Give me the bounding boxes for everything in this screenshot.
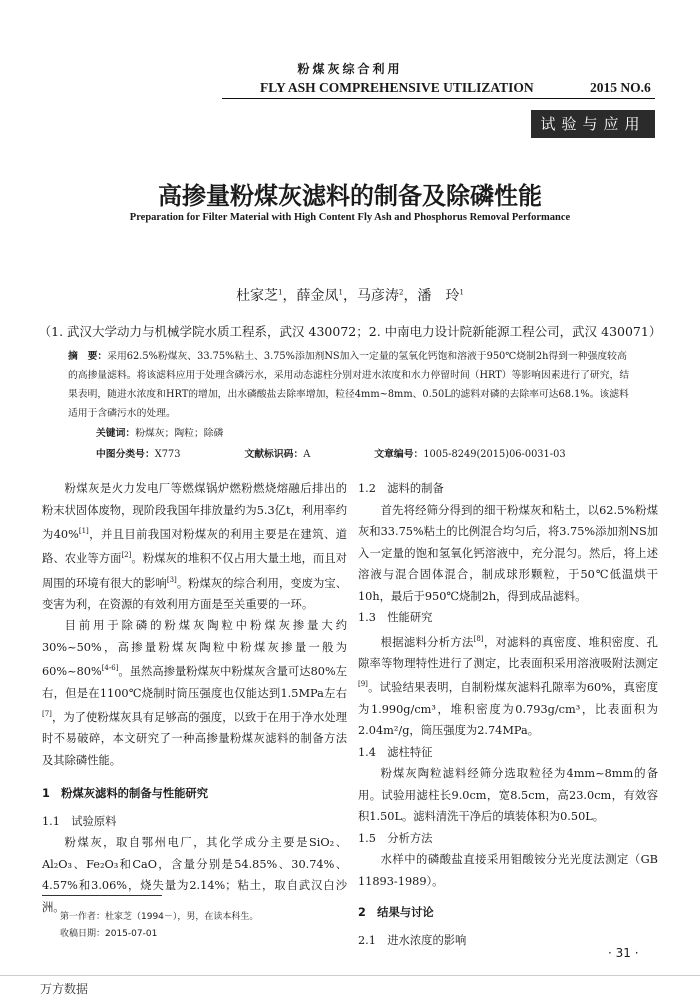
right-column <box>358 478 658 951</box>
body-paragraph: 水样中的磷酸盐直接采用钼酸铵分光光度法测定（GB 11893-1989）。 <box>358 853 658 888</box>
journal-title-cn: 粉煤灰综合利用 <box>297 62 403 76</box>
abstract <box>68 347 630 423</box>
body-paragraph: 粉煤灰，取自鄂州电厂，其化学成分主要是SiO₂、Al₂O₃、Fe₂O₃和CaO，含量分别是54.85%、30.74%、4.57%和3.06%，烧失量为2.14%；粘土，取自武汉白沙洲。 <box>42 836 347 914</box>
page-number: · 31 · <box>608 946 639 960</box>
author-name: 薛金凤 <box>296 288 339 304</box>
author-name: 潘 玲 <box>417 288 460 304</box>
citation: [2] <box>121 551 132 560</box>
subsection-heading: 1.3 性能研究 <box>358 611 433 624</box>
section-heading: 1 粉煤灰滤料的制备与性能研究 <box>42 787 209 801</box>
section-heading: 2 结果与讨论 <box>358 906 434 920</box>
subsection-heading: 1.4 滤柱特征 <box>358 745 433 759</box>
abstract-text: 采用62.5%粉煤灰、33.75%粘土、3.75%添加剂NS加入一定量的氢氧化钙饱和溶液于950℃烧制2h得到一种强度较高的高掺量滤料。将该滤料应用于处理含磷污水，采用动态滤柱分别对进水浓度和水力停留时间（HRT）等影响因素进行了研究，结果表明，随进水浓度和HRT的增加，出水磷酸盐去除率增加，粒径4mm~8mm、0.50L的滤料对磷的去除率可达68.1%。该滤料适用于含磷污水的处理。 <box>68 351 630 419</box>
author-affil-sup: 1 <box>338 288 343 297</box>
header-rule <box>222 98 655 99</box>
keywords-text: 粉煤灰；陶粒；除磷 <box>135 428 224 439</box>
subsection-heading: 1.5 分析方法 <box>358 831 433 845</box>
keywords-label: 关键词： <box>96 428 136 439</box>
clc-label: 中图分类号： <box>96 449 155 460</box>
subsection-heading: 2.1 进水浓度的影响 <box>358 933 467 947</box>
author-affil-sup: 2 <box>399 288 404 297</box>
citation: [4-6] <box>101 664 119 673</box>
footer-rule <box>0 975 700 976</box>
citation: [9] <box>358 680 368 689</box>
author-name: 马彦涛 <box>357 288 399 304</box>
citation: [8] <box>473 634 484 643</box>
journal-title-en: FLY ASH COMPREHENSIVE UTILIZATION <box>260 80 534 95</box>
body-paragraph: 粉煤灰是火力发电厂等燃煤锅炉燃粉燃烧熔融后排出的粉末状固体废物，现阶段我国年排放量约为5.3亿t，利用率约为40%[1]，并且目前我国对粉煤灰的利用主要是在建筑、道路、农业等方面[2]。粉煤灰的堆积不仅占用大量土地，而且对周围的环境有很大的影响[3]。粉煤灰的综合利用，变废为宝、变害为利，在资源的有效利用方面是至关重要的一环。 <box>42 482 347 611</box>
abstract-label: 摘 要： <box>68 351 108 362</box>
citation: [7] <box>42 710 52 719</box>
affiliation: （1. 武汉大学动力与机械学院水质工程系，武汉 430072；2. 中南电力设计院新能源工程公司，武汉 430071） <box>38 324 662 339</box>
clc-value: X773 <box>154 449 181 460</box>
footnote-author: 第一作者：杜家芝（1994－），男，在读本科生。 <box>60 912 259 922</box>
keywords <box>96 425 223 439</box>
watermark: 万方数据 <box>40 982 89 996</box>
subsection-heading: 1.2 滤料的制备 <box>358 482 444 495</box>
article-no-value: 1005-8249(2015)06-0031-03 <box>423 449 566 460</box>
paper-title-en: Preparation for Filter Material with High Content Fly Ash and Phosphorus Removal Performance <box>129 212 571 223</box>
paper-title-cn: 高掺量粉煤灰滤料的制备及除磷性能 <box>158 182 542 210</box>
author-list: 杜家芝$^1$，薛金凤$^1$，马彦涛$^2$，潘 玲$^1$ <box>236 288 464 304</box>
body-paragraph: 目前用于除磷的粉煤灰陶粒中粉煤灰掺量大约30%~50%，高掺量粉煤灰陶粒中粉煤灰掺量一般为60%~80%[4-6]。虽然高掺量粉煤灰中粉煤灰含量可达80%左右，但是在1100℃烧制时筒压强度也仅能达到1.5MPa左右[7]，为了使粉煤灰具有足够高的强度，以致于在用于净水处理时不易破碎，本文研究了一种高掺量粉煤灰滤料的制备方法及其除磷性能。 <box>42 619 347 767</box>
article-no-label: 文章编号： <box>374 449 424 460</box>
footnote-rule <box>42 895 162 896</box>
classification-line <box>96 446 630 460</box>
doc-code-label: 文献标识码： <box>244 449 304 460</box>
citation: [1] <box>78 527 89 535</box>
left-column <box>42 478 347 918</box>
issue-number: 2015 NO.6 <box>590 80 651 95</box>
body-paragraph: 根据滤料分析方法[8]，对滤料的真密度、堆积密度、孔隙率等物理特性进行了测定，比表面积采用溶液吸附法测定[9]。试验结果表明，自制粉煤灰滤料孔隙率为60%，真密度为1.990g/cm³，堆积密度为0.793g/cm³，比表面积为2.04m²/g，筒压强度为2.74MPa。 <box>358 634 658 738</box>
author-name: 杜家芝 <box>236 288 279 304</box>
body-paragraph: 首先将经筛分得到的细干粉煤灰和粘土，以62.5%粉煤灰和33.75%粘土的比例混合均匀后，将3.75%添加剂NS加入一定量的饱和氢氧化钙溶液中，充分混匀。然后，将上述溶液与混合固体混合，制成球形颗粒，于50℃低温烘干10h，最后于950℃烧制2h，得到成品滤料。 <box>358 503 658 603</box>
footnote-received: 收稿日期：2015-07-01 <box>60 929 158 939</box>
doc-code-value: A <box>303 449 311 460</box>
subsection-heading: 1.1 试验原料 <box>42 814 117 828</box>
author-affil-sup: 1 <box>278 288 283 297</box>
author-affil-sup: 1 <box>459 288 464 297</box>
body-paragraph: 粉煤灰陶粒滤料经筛分选取粒径为4mm~8mm的备用。试验用滤柱长9.0cm，宽8.5cm，高23.0cm，有效容积1.50L。滤料清洗干净后的填装体积为0.50L。 <box>358 767 658 824</box>
section-label: 试验与应用 <box>531 110 655 138</box>
citation: [3] <box>166 575 177 584</box>
